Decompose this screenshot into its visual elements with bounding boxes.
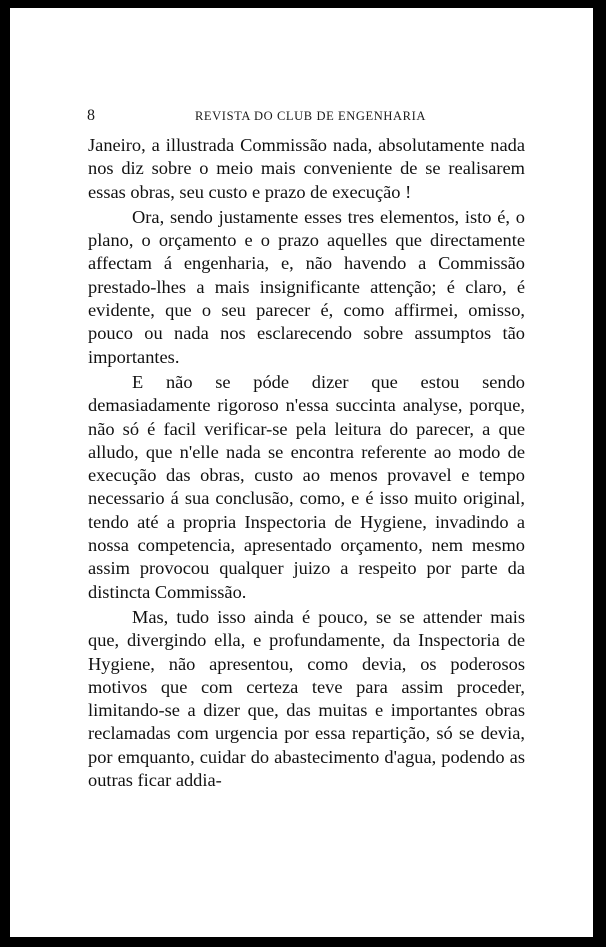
body-text [88,134,525,792]
paragraph-2: Ora, sendo justamente esses tres elementos, isto é, o plano, o orçamento e o prazo aquelles que directamente affectam á engenharia, e, não havendo a Commissão prestado-lhes a mais insignificante attenção; é claro, é evidente, que o seu parecer é, como affirmei, omisso, pouco ou nada nos esclarecendo sobre assumptos tão importantes. [88,206,525,367]
page-header [87,107,527,127]
paragraph-1: Janeiro, a illustrada Commissão nada, absolutamente nada nos diz sobre o meio mais conveniente de se realisarem essas obras, seu custo e prazo de execução ! [88,135,525,202]
book-page [10,8,593,937]
paragraph-3: E não se póde dizer que estou sendo demasiadamente rigoroso n'essa succinta analyse, porque, não só é facil verificar-se pela leitura do parecer, a que alludo, que n'elle nada se encontra referente ao modo de execução das obras, custo ao menos provavel e tempo necessario á sua conclusão, como, e é isso muito original, tendo até a propria Inspectoria de Hygiene, invadindo a nossa competencia, apresentado orçamento, nem mesmo assim provocou qualquer juizo a respeito por parte da distincta Commissão. [88,371,525,602]
running-title: REVISTA DO CLUB DE ENGENHARIA [195,109,426,123]
paragraph-4: Mas, tudo isso ainda é pouco, se se attender mais que, divergindo ella, e profundamente, da Inspectoria de Hygiene, não apresentou, como devia, os poderosos motivos que com certeza teve para assim proceder, limitando-se a dizer que, das muitas e importantes obras reclamadas com urgencia por essa repartição, só se devia, por emquanto, cuidar do abastecimento d'agua, podendo as outras ficar addia- [88,606,525,791]
page-number: 8 [87,107,95,124]
